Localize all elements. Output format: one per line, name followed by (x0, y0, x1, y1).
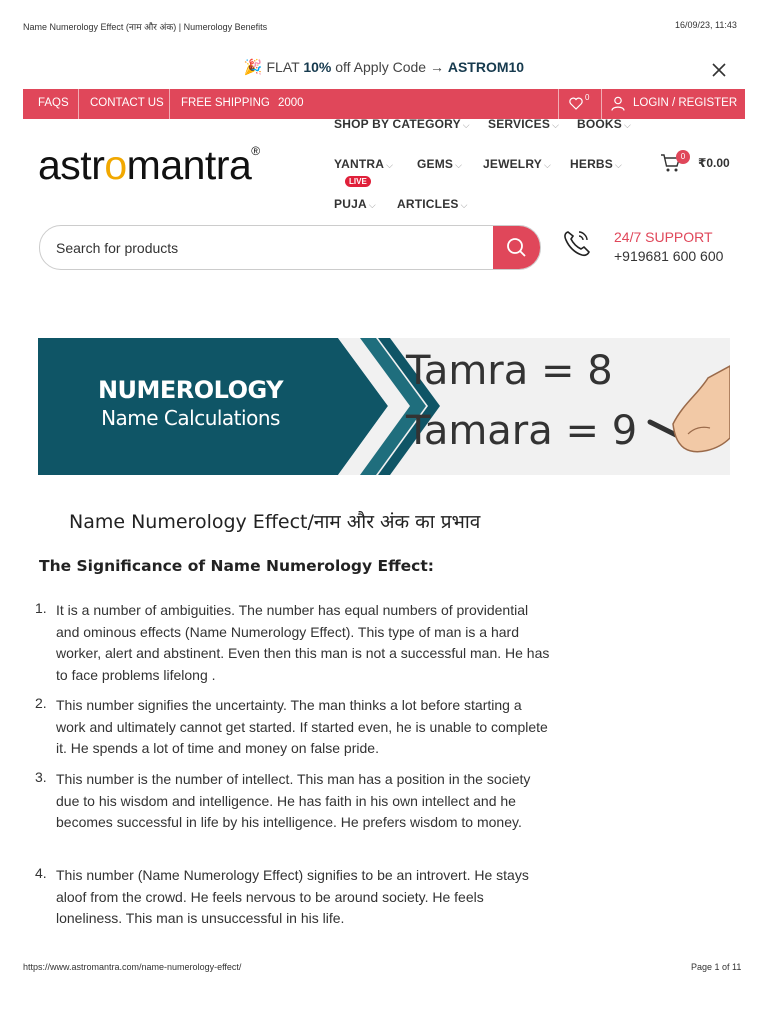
phone-support-icon (562, 228, 594, 263)
support-title: 24/7 SUPPORT (614, 229, 713, 245)
chevron-down-icon: ⌵ (460, 200, 468, 210)
divider (78, 89, 79, 119)
nav-label: GEMS (417, 157, 454, 171)
list-item-text: This number is the number of intellect. This man has a position in the society due to his wisdom and intelligence. He has faith in his own intellect and he becomes successful in life by his intelligence. He prefers wisdom to money. (56, 771, 531, 830)
promo-code: ASTROM10 (447, 59, 525, 75)
chevron-down-icon: ⌵ (386, 160, 394, 170)
banner-title: NUMEROLOGY (97, 376, 284, 404)
top-utility-bar (23, 89, 745, 119)
wishlist-heart-icon[interactable] (569, 97, 583, 115)
list-item-number: 3. (35, 769, 47, 785)
close-icon[interactable] (708, 59, 730, 81)
search-bar (39, 225, 541, 270)
list-item-text: This number (Name Numerology Effect) signifies to be an introvert. He stays aloof from the crowd. He feels nervous to be around society. He feels loneliness. This man is unsuccessful in his life. (56, 867, 529, 926)
cart-count-badge: 0 (676, 150, 690, 164)
login-register-link[interactable]: LOGIN / REGISTER (633, 97, 738, 109)
list-item-text: It is a number of ambiguities. The number has equal numbers of providential and ominous effects (Name Numerology Effect). This type of man is a hard worker, alert and abstinent. Even then this man is not a successful man. He has to face problems lifelong . (56, 602, 550, 683)
print-url: https://www.astromantra.com/name-numerology-effect/ (23, 962, 242, 972)
user-icon (611, 96, 625, 116)
promo-flat: FLAT (266, 59, 300, 75)
chevron-down-icon: ⌵ (624, 120, 632, 130)
list-item-number: 4. (35, 865, 47, 881)
contact-us-link[interactable]: CONTACT US (90, 97, 164, 109)
divider (558, 89, 559, 119)
free-shipping-text: FREE SHIPPING (181, 97, 270, 109)
search-input[interactable] (54, 226, 478, 269)
list-item-text: This number signifies the uncertainty. The man thinks a lot before starting a work and ultimately cannot get started. If started even, he is unable to complete it. He spends a lot of time and money on false pride. (56, 697, 548, 756)
nav-label: PUJA (334, 197, 367, 211)
site-logo[interactable] (38, 142, 260, 189)
numerology-banner-image (38, 338, 730, 475)
nav-services[interactable] (488, 117, 559, 131)
banner-equation: Tamra = 8 (406, 348, 613, 394)
nav-yantra[interactable] (334, 157, 393, 171)
nav-label: YANTRA (334, 157, 385, 171)
search-icon (493, 226, 540, 269)
wishlist-count: 0 (585, 93, 590, 102)
search-button[interactable] (493, 226, 540, 269)
print-page-number: Page 1 of 11 (691, 962, 742, 972)
divider (601, 89, 602, 119)
list-item-number: 2. (35, 695, 47, 711)
nav-puja[interactable] (334, 197, 376, 211)
logo-text-part: mantra (126, 142, 252, 188)
banner-equation: Tamara = 9 (406, 408, 638, 454)
nav-herbs[interactable] (570, 157, 622, 171)
print-page-title: Name Numerology Effect (नाम और अंक) | Numerology Benefits (23, 22, 268, 32)
nav-label: SHOP BY CATEGORY (334, 117, 461, 131)
nav-jewelry[interactable] (483, 157, 551, 171)
article-title: Name Numerology Effect/नाम और अंक का प्रभाव (69, 511, 481, 533)
chevron-down-icon: ⌵ (462, 120, 470, 130)
divider (169, 89, 170, 119)
live-badge: LIVE (345, 176, 371, 187)
support-phone[interactable]: +919681 600 600 (614, 248, 724, 264)
logo-text-part: o (104, 142, 127, 188)
nav-books[interactable] (577, 117, 631, 131)
print-datetime: 16/09/23, 11:43 (675, 20, 737, 30)
free-shipping-amount: 2000 (278, 97, 304, 109)
nav-gems[interactable] (417, 157, 462, 171)
logo-text-part: astr (38, 142, 105, 188)
chevron-down-icon: ⌵ (552, 120, 560, 130)
chevron-down-icon: ⌵ (455, 160, 463, 170)
chevron-down-icon: ⌵ (543, 160, 551, 170)
nav-label: BOOKS (577, 117, 623, 131)
chevron-down-icon: ⌵ (615, 160, 623, 170)
section-heading: The Significance of Name Numerology Effect: (39, 557, 434, 575)
nav-label: JEWELRY (483, 157, 542, 171)
nav-label: HERBS (570, 157, 614, 171)
nav-label: SERVICES (488, 117, 551, 131)
nav-label: ARTICLES (397, 197, 459, 211)
promo-banner[interactable] (0, 58, 768, 76)
party-popper-icon: 🎉 (243, 59, 263, 76)
promo-off-text: off Apply Code → (335, 59, 444, 75)
logo-registered-mark: ® (251, 144, 260, 158)
list-item-number: 1. (35, 600, 47, 616)
nav-articles[interactable] (397, 197, 468, 211)
nav-shop-by-category[interactable] (334, 117, 470, 131)
cart-total[interactable]: ₹0.00 (698, 156, 730, 170)
promo-discount: 10% (303, 59, 332, 75)
banner-subtitle: Name Calculations (101, 406, 280, 430)
faqs-link[interactable]: FAQS (38, 97, 69, 109)
chevron-down-icon: ⌵ (368, 200, 376, 210)
